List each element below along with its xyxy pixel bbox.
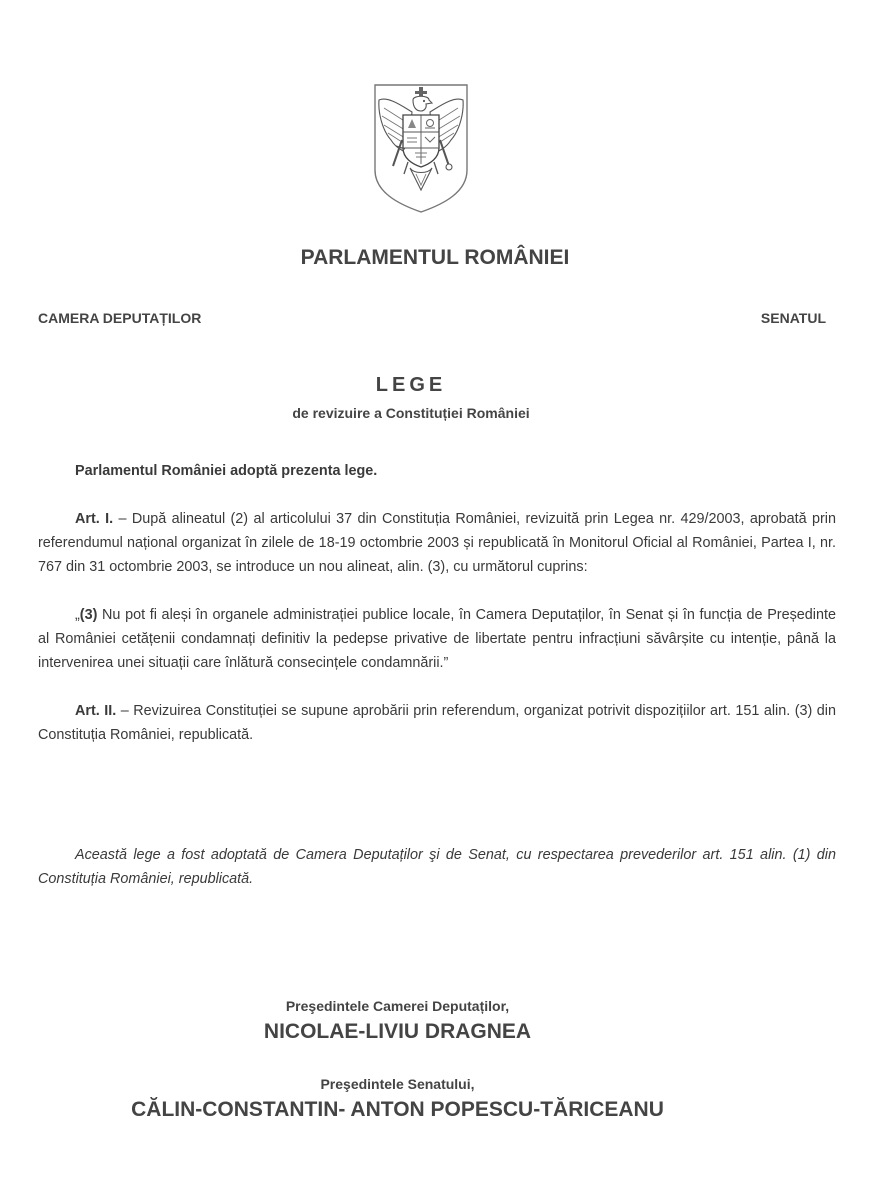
chamber-president-name: NICOLAE-LIVIU DRAGNEA [263,1020,532,1043]
senate-president-role: Preşedintele Senatului, [320,1076,475,1092]
chamber-of-deputies-label: CAMERA DEPUTAȚILOR [38,310,202,326]
article-2-paragraph [38,699,836,747]
article-1-text: – După alineatul (2) al articolului 37 din Constituția României, revizuită prin Legea nr. 429/2003, aprobată prin referendumul național organizat în zilele de 18-19 octombrie 2003 și republicată în Monitorul Oficial al României, Partea I, nr. 767 din 31 octombrie 2003, se introduce un nou alineat, alin. (3), cu următorul cuprins: [38,511,836,575]
intro-paragraph: Parlamentul României adoptă prezenta lege. [75,463,378,479]
article-1-paragraph [38,507,836,579]
parliament-title: PARLAMENTUL ROMÂNIEI [300,246,570,269]
article-2-text: – Revizuirea Constituției se supune aprobării prin referendum, organizat potrivit dispozițiilor art. 151 alin. (3) din Constituția României, republicată. [38,703,836,743]
amendment-open-quote: „ [75,607,80,623]
senate-president-name: CĂLIN-CONSTANTIN- ANTON POPESCU-TĂRICEANU [131,1098,664,1121]
article-2-label: Art. II. [75,703,117,719]
law-heading: LEGE [375,374,447,396]
senate-label: SENATUL [760,310,826,326]
amendment-text: Nu pot fi aleși în organele administrației publice locale, în Camera Deputaților, în Senat și în funcția de Președinte al României cetățenii condamnați definitiv la pedepse privative de libertate pentru infracțiuni săvârșite cu intenție, până la intervenirea unei situații care înlătură consecințele condamnării.” [38,607,836,671]
law-subtitle: de revizuire a Constituției României [292,405,530,421]
amendment-paragraph [38,603,836,675]
chamber-president-role: Preşedintele Camerei Deputaților, [285,998,510,1014]
article-1-label: Art. I. [75,511,114,527]
closing-paragraph: Această lege a fost adoptată de Camera Deputaților şi de Senat, cu respectarea prevederilor art. 151 alin. (1) din Constituția României, republicată. [38,847,836,887]
amendment-label: (3) [79,607,98,623]
romanian-coat-of-arms-icon [372,82,470,214]
